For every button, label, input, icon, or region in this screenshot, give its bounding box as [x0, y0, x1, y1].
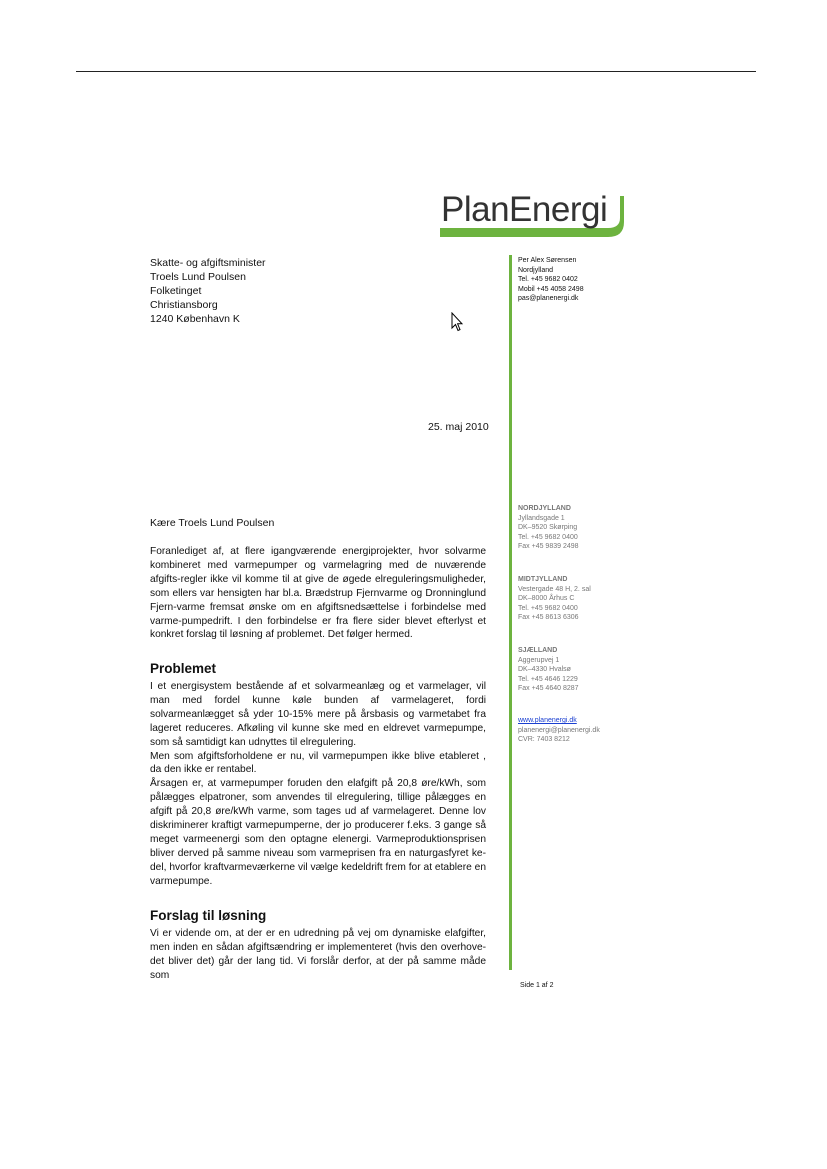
recipient-line: 1240 København K	[150, 313, 240, 325]
office-line: Tel. +45 9682 0400	[518, 533, 578, 541]
green-divider	[509, 255, 512, 970]
company-web	[518, 716, 600, 745]
office-line: Jyllandsgade 1	[518, 514, 565, 522]
recipient-address	[150, 256, 266, 326]
office-title: MIDTJYLLAND	[518, 576, 568, 583]
sender-line: Per Alex Sørensen	[518, 257, 577, 264]
salutation: Kære Troels Lund Poulsen	[150, 517, 275, 529]
logo-text: PlanEnergi	[441, 190, 608, 229]
sender-contact	[518, 256, 584, 304]
sender-email[interactable]: pas@planenergi.dk	[518, 295, 579, 303]
paragraph-text: Vi er vidende om, at der er en udredning på vej om dynamiske elafgifter, men inden en sådan afgiftsændring er implementeret (hvis den overhove-det bliver det) går der lang tid. Vi forslår derfor, at der på samme måde som	[150, 928, 486, 981]
section-heading-problem: Problemet	[150, 661, 217, 676]
office-title: SJÆLLAND	[518, 647, 558, 654]
recipient-line: Folketinget	[150, 285, 202, 297]
website-link[interactable]: www.planenergi.dk	[518, 717, 577, 724]
office-line: DK–4330 Hvalsø	[518, 666, 571, 674]
office-line: Tel. +45 9682 0400	[518, 604, 578, 612]
paragraph-text: Årsagen er, at varmepumper foruden den elafgift på 20,8 øre/kWh, som pålægges elpatroner, som anvendes til elregulering, tillige pålægges en afgift på 20,8 øre/kWh varme, som tages ud af varmelageret. Denne lov diskriminerer kraftigt varmepumperne, der jo producerer f.eks. 3 gange så meget varmeenergi som den optagne elenergi. Varmeproduktionsprisen bliver derved på samme niveau som varmeprisen fra en naturgasfyret ke-del, hvorfor kraftvarmeværkerne vil vælge kedeldrift frem for at etablere en varmepumpe.	[150, 778, 486, 887]
sender-line: Mobil +45 4058 2498	[518, 285, 584, 293]
office-line: DK–8000 Århus C	[518, 595, 575, 603]
office-line: Vestergade 48 H, 2. sal	[518, 585, 591, 593]
recipient-line: Christiansborg	[150, 299, 218, 311]
section-heading-solution: Forslag til løsning	[150, 908, 267, 923]
office-line: Aggerupvej 1	[518, 656, 560, 664]
recipient-line: Skatte- og afgiftsminister	[150, 257, 266, 269]
sender-line: Nordjylland	[518, 266, 554, 274]
office-nordjylland	[518, 504, 579, 552]
paragraph-text: Foranlediget af, at flere igangværende energiprojekter, hvor solvarme kombineret med varmepumper og varmelagring med de nuværende afgifts-regler ikke vil komme til at give de øgede elreguleringsmuligheder, som ellers var hensigten har bl.a. Brædstrup Fjernvarme og Dronninglund Fjern-varme fremsat ønske om en afgiftsnedsættelse i forbindelse med varme-pumpedrift. I den forbindelse er fra flere sider blevet efterlyst et konkret forslag til løsning af problemet. Det følger hermed.	[150, 546, 486, 641]
office-line: Fax +45 4640 8287	[518, 685, 579, 693]
header-rule	[76, 71, 756, 72]
page-number: Side 1 af 2	[520, 982, 554, 989]
company-email[interactable]: planenergi@planenergi.dk	[518, 726, 600, 734]
office-line: Tel. +45 4646 1229	[518, 675, 578, 683]
recipient-line: Troels Lund Poulsen	[150, 271, 246, 283]
problem-section	[150, 680, 486, 889]
office-midtjylland	[518, 575, 591, 623]
office-line: DK–9520 Skørping	[518, 524, 578, 532]
office-line: Fax +45 9839 2498	[518, 543, 579, 551]
intro-paragraph	[150, 545, 486, 642]
company-logo	[438, 190, 628, 240]
letter-date: 25. maj 2010	[428, 421, 489, 433]
cvr-number: CVR: 7403 8212	[518, 736, 570, 744]
sender-line: Tel. +45 9682 0402	[518, 276, 578, 284]
mouse-cursor-icon	[451, 312, 463, 332]
office-sjaelland	[518, 646, 579, 694]
solution-section	[150, 927, 486, 983]
office-title: NORDJYLLAND	[518, 505, 571, 512]
paragraph-text: Men som afgiftsforholdene er nu, vil varmepumpen ikke blive etableret , da den ikke er rentabel.	[150, 750, 486, 776]
paragraph-text: I et energisystem bestående af et solvarmeanlæg og et varmelager, vil man med fordel kunne køle bunden af varmelageret, fordi solvarmeanlægget så yder 10-15% mere på årsbasis og varmetabet fra lageret reduceres. Afkøling vil kunne ske med en eldrevet varmepumpe, som så samtidigt kan udnyttes til elregulering.	[150, 681, 486, 748]
office-line: Fax +45 8613 6306	[518, 614, 579, 622]
